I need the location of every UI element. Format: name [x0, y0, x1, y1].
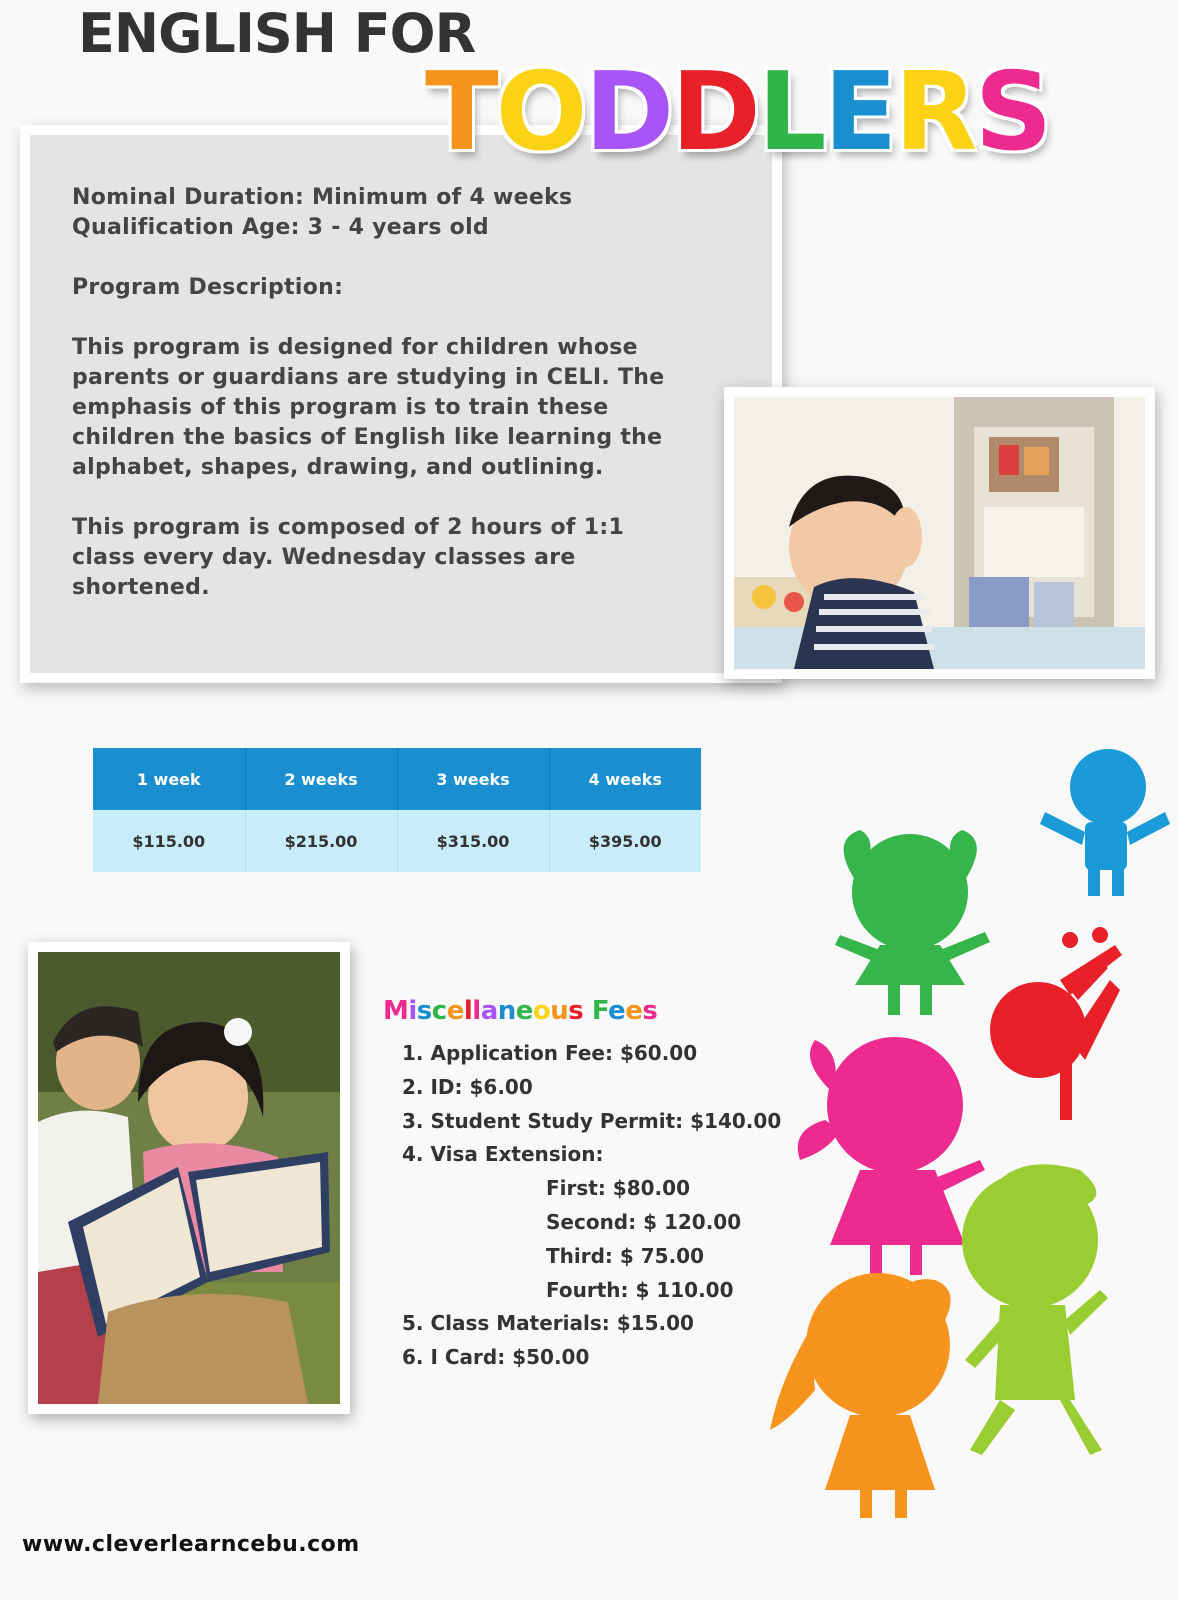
- misc-title-letter: s: [416, 996, 432, 1026]
- program-description-p1: This program is designed for children whose parents or guardians are studying in CELI. The emphasis of this program is to train these children the basics of English like learning the alphabet, shapes, drawing, and outlining.: [72, 335, 665, 480]
- title-toddlers: [425, 48, 1049, 178]
- photo-boy-at-table: [724, 387, 1155, 679]
- title-letter: E: [823, 50, 895, 175]
- pricing-value-cell: $115.00: [93, 810, 245, 872]
- misc-title-letter: e: [446, 996, 464, 1026]
- title-letter: D: [584, 50, 672, 175]
- misc-title-letter: i: [408, 996, 417, 1026]
- pricing-header-cell: 2 weeks: [245, 748, 397, 810]
- title-letter: S: [974, 50, 1050, 175]
- website-url[interactable]: www.cleverlearncebu.com: [22, 1532, 360, 1557]
- lime-kid-silhouette: [962, 1164, 1108, 1455]
- program-info-panel: [20, 125, 782, 683]
- misc-title-letter: s: [642, 996, 658, 1026]
- blue-kid-silhouette: [1040, 749, 1170, 896]
- list-item: 3. Student Study Permit: $140.00: [402, 1108, 782, 1133]
- pricing-header-cell: 1 week: [93, 748, 245, 810]
- pricing-value-cell: $315.00: [397, 810, 549, 872]
- list-item: 4. Visa Extension:: [402, 1142, 604, 1167]
- title-letter: O: [495, 50, 585, 175]
- visa-item: First: $80.00: [546, 1176, 690, 1201]
- misc-title-letter: e: [608, 996, 626, 1026]
- misc-title-letter: u: [550, 996, 569, 1026]
- program-description-p2: This program is composed of 2 hours of 1:1 class every day. Wednesday classes are shortened.: [72, 515, 625, 600]
- misc-title-letter: s: [568, 996, 584, 1026]
- misc-title-letter: e: [515, 996, 533, 1026]
- misc-title-letter: M: [383, 996, 409, 1026]
- list-item: 1. Application Fee: $60.00: [402, 1041, 698, 1065]
- misc-title-letter: a: [480, 996, 498, 1026]
- title-letter: D: [671, 50, 758, 175]
- pricing-header-cell: 3 weeks: [397, 748, 549, 810]
- list-item: 6. I Card: $50.00: [402, 1345, 590, 1370]
- list-item: 5. Class Materials: $15.00: [402, 1311, 694, 1336]
- visa-item: Second: $ 120.00: [546, 1209, 742, 1234]
- nominal-duration: Nominal Duration: Minimum of 4 weeks: [72, 185, 573, 210]
- misc-title-letter: c: [431, 996, 447, 1026]
- qualification-age: Qualification Age: 3 - 4 years old: [72, 215, 489, 240]
- title-letter: T: [425, 50, 496, 175]
- pricing-header-row: [93, 748, 701, 810]
- orange-kid-silhouette: [770, 1273, 951, 1518]
- title-letter: L: [757, 50, 824, 175]
- visa-item: Third: $ 75.00: [546, 1243, 705, 1268]
- title-letter: R: [894, 50, 975, 175]
- green-kid-silhouette: [835, 830, 990, 1015]
- misc-fees-list: [402, 1037, 781, 1375]
- program-description-heading: Program Description:: [72, 275, 344, 300]
- pricing-value-cell: $395.00: [549, 810, 701, 872]
- misc-fees-title: [383, 996, 657, 1026]
- pricing-value-cell: $215.00: [245, 810, 397, 872]
- red-kid-silhouette: [990, 927, 1122, 1120]
- title-line1: ENGLISH FOR: [78, 2, 476, 65]
- photo-kids-reading: [28, 942, 350, 1414]
- pricing-table: [93, 748, 701, 872]
- pink-kid-silhouette: [798, 1037, 985, 1275]
- misc-title-letter: l: [463, 996, 473, 1026]
- misc-title-letter: [583, 996, 592, 1026]
- pricing-value-row: [93, 810, 701, 872]
- misc-title-letter: e: [625, 996, 643, 1026]
- misc-title-letter: o: [532, 996, 551, 1026]
- list-item: 2. ID: $6.00: [402, 1074, 533, 1099]
- misc-title-letter: l: [472, 996, 481, 1026]
- misc-title-letter: n: [497, 996, 516, 1026]
- pricing-header-cell: 4 weeks: [549, 748, 701, 810]
- visa-item: Fourth: $ 110.00: [546, 1277, 734, 1302]
- misc-title-letter: F: [591, 996, 609, 1026]
